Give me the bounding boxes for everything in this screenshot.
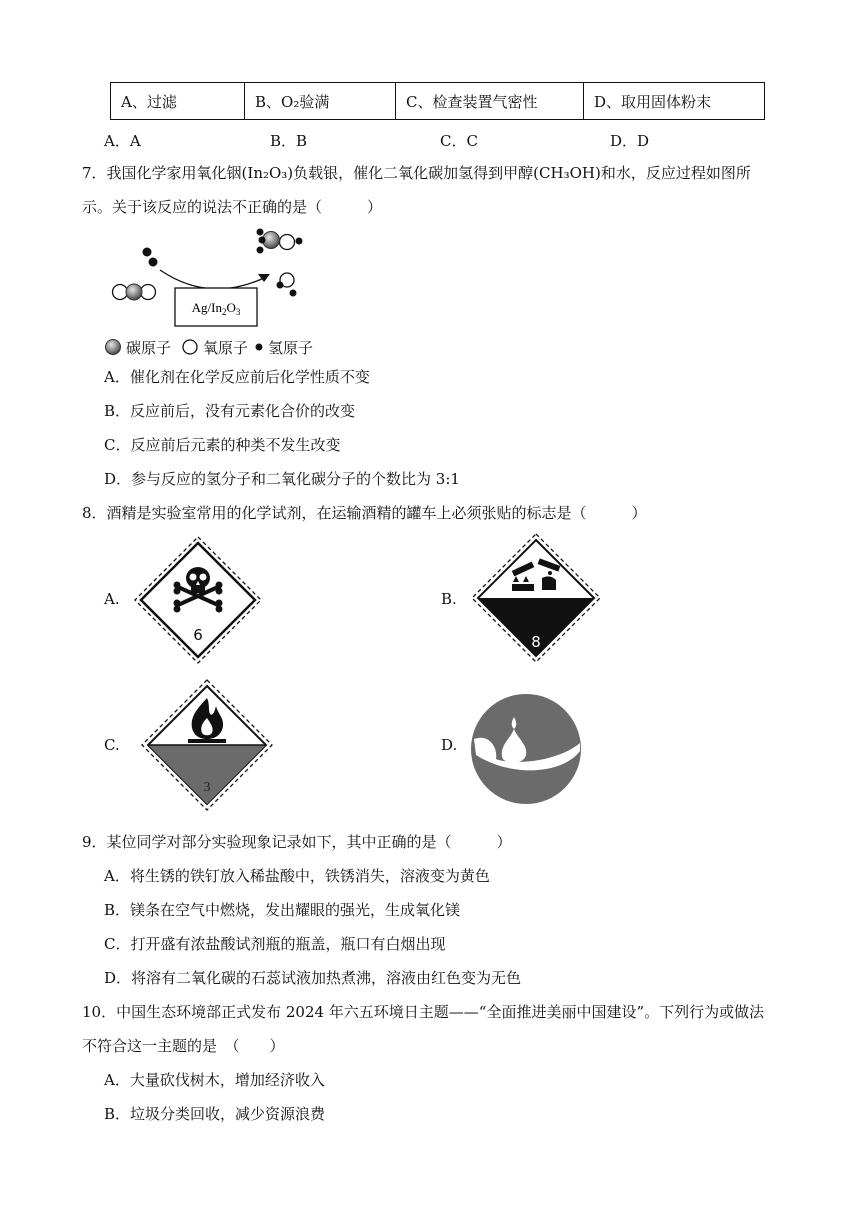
hydrogen-atom-icon (254, 338, 264, 356)
q9-option-d[interactable]: D．将溶有二氧化碳的石蕊试液加热煮沸，溶液由红色变为无色 (104, 969, 522, 987)
legend-hydrogen: 氢原子 (268, 338, 314, 357)
q9-option-b[interactable]: B．镁条在空气中燃烧，发出耀眼的强光，生成氧化镁 (104, 901, 461, 919)
q7-option-b[interactable]: B．反应前后，没有元素化合价的改变 (104, 402, 356, 420)
q6-option-c[interactable]: C．C (440, 132, 478, 150)
q8-option-b[interactable]: B. (441, 590, 457, 608)
toxic-sign-number: 6 (193, 626, 203, 644)
water-saving-sign-icon[interactable] (470, 693, 582, 805)
q8-option-c[interactable]: C. (104, 736, 120, 754)
q9-option-c[interactable]: C．打开盛有浓盐酸试剂瓶的瓶盖，瓶口有白烟出现 (104, 935, 446, 953)
corrosive-sign-icon[interactable] (470, 532, 602, 664)
flammable-sign-icon[interactable] (140, 678, 274, 812)
water-molecule-icon (277, 273, 297, 297)
q7-option-a[interactable]: A．催化剂在化学反应前后化学性质不变 (104, 368, 370, 386)
q8-stem: 8．酒精是实验室常用的化学试剂，在运输酒精的罐车上必须张贴的标志是（ ） (82, 504, 647, 522)
hydrogen-molecule-icon (143, 248, 158, 267)
oxygen-atom-icon (181, 338, 199, 356)
co2-molecule-icon (113, 284, 156, 300)
q8-option-d[interactable]: D. (441, 736, 458, 754)
q7-stem-line1: 7．我国化学家用氧化铟(In₂O₃)负载银，催化二氧化碳加氢得到甲醇(CH₃OH)和水，反应过程如图所 (82, 164, 751, 182)
reaction-arrow-icon (160, 270, 266, 289)
q9-option-a[interactable]: A．将生锈的铁钉放入稀盐酸中，铁锈消失，溶液变为黄色 (104, 867, 490, 885)
table-cell-d: D、取用固体粉末 (584, 83, 765, 120)
q6-option-b[interactable]: B．B (270, 132, 308, 150)
q6-option-a[interactable]: A．A (104, 132, 141, 150)
corrosive-sign-number: 8 (531, 633, 541, 651)
q7-option-c[interactable]: C．反应前后元素的种类不发生改变 (104, 436, 341, 454)
legend-oxygen: 氧原子 (203, 338, 249, 357)
q6-answer-options (0, 130, 867, 150)
q7-stem-line2: 示。关于该反应的说法不正确的是（ ） (82, 198, 383, 216)
table-cell-c: C、检查装置气密性 (396, 83, 584, 120)
carbon-atom-icon (104, 338, 122, 356)
q7-option-d[interactable]: D．参与反应的氢分子和二氧化碳分子的个数比为 3:1 (104, 470, 460, 488)
methanol-molecule-icon (257, 229, 303, 254)
q8-option-a[interactable]: A. (104, 590, 120, 608)
catalyst-label: $Ag/In_2O_3$ (191, 300, 241, 317)
flammable-sign-number: 3 (203, 780, 211, 795)
table-cell-b: B、O₂验满 (245, 83, 396, 120)
q9-stem: 9．某位同学对部分实验现象记录如下，其中正确的是（ ） (82, 833, 512, 851)
legend-carbon: 碳原子 (126, 338, 172, 357)
atom-legend (104, 337, 313, 357)
table-cell-a: A、过滤 (111, 83, 245, 120)
q6-option-d[interactable]: D．D (610, 132, 650, 150)
q10-stem-line2: 不符合这一主题的是 （ ） (82, 1037, 285, 1055)
q10-stem-line1: 10．中国生态环境部正式发布 2024 年六五环境日主题——“全面推进美丽中国建设”。下列行为或做法 (82, 1003, 765, 1021)
q10-option-b[interactable]: B．垃圾分类回收，减少资源浪费 (104, 1105, 326, 1123)
apparatus-table (110, 82, 765, 120)
toxic-sign-icon[interactable] (133, 535, 263, 665)
reaction-diagram (100, 222, 320, 334)
q10-option-a[interactable]: A．大量砍伐树木，增加经济收入 (104, 1071, 325, 1089)
